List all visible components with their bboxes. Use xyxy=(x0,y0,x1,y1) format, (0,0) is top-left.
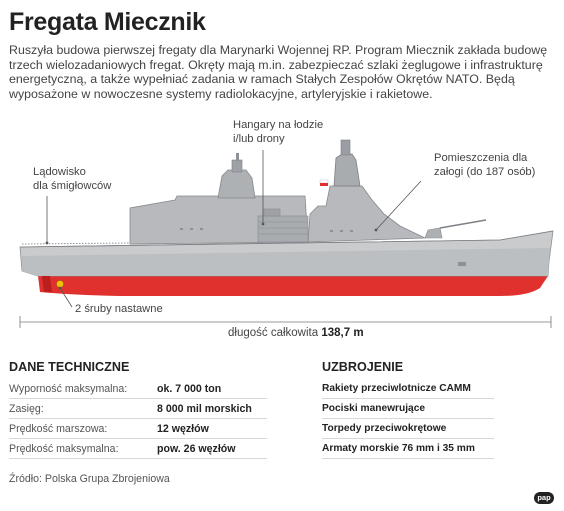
tech-label: Prędkość maksymalna: xyxy=(9,439,157,459)
list-item: Rakiety przeciwlotnicze CAMM xyxy=(322,379,494,399)
table-row xyxy=(9,379,267,399)
armament-list xyxy=(322,379,494,459)
length-value: 138,7 m xyxy=(321,327,364,339)
tech-label: Wyporność maksymalna: xyxy=(9,379,157,399)
tech-heading: DANE TECHNICZNE xyxy=(9,360,130,374)
tech-value: ok. 7 000 ton xyxy=(157,379,267,399)
hangar-label-2: i/lub drony xyxy=(233,132,285,145)
length-text: długość całkowita xyxy=(228,327,319,339)
tech-value: 8 000 mil morskich xyxy=(157,399,267,419)
list-item: Pociski manewrujące xyxy=(322,399,494,419)
page-title: Fregata Miecznik xyxy=(9,8,206,36)
table-row xyxy=(9,439,267,459)
tech-value: 12 węzłów xyxy=(157,419,267,439)
main-superstructure xyxy=(308,186,425,242)
tech-label: Prędkość marszowa: xyxy=(9,419,157,439)
intro-text: Ruszyła budowa pierwszej fregaty dla Marynarki Wojennej RP. Program Miecznik zakłada budowę trzech wielozadaniowych fregat. Okręty mają m.in. zabezpieczać szlaki żeglugowe i infrastrukturę energetyczną, a także wypełniać zadania w ramach Stałych Zespołów Okrętów NATO. Będą wyposażone w nowoczesne systemy radiolokacyjne, artyleryjskie i rakietowe. xyxy=(9,43,548,101)
tech-value: pow. 26 węzłów xyxy=(157,439,267,459)
main-mast xyxy=(334,154,360,186)
length-label xyxy=(228,327,364,339)
hull-underwater xyxy=(38,276,548,296)
crew-label-2: załogi (do 187 osób) xyxy=(434,165,536,178)
helipad-annotation xyxy=(33,166,111,193)
tech-table xyxy=(9,379,267,459)
crew-annotation xyxy=(434,152,535,179)
list-item: Torpedy przeciwokrętowe xyxy=(322,419,494,439)
hangar-annotation xyxy=(233,119,323,146)
helipad-label-2: dla śmigłowców xyxy=(33,179,112,192)
tech-label: Zasięg: xyxy=(9,399,157,419)
helipad-label-1: Lądowisko xyxy=(33,166,86,178)
table-row xyxy=(9,419,267,439)
armament-heading: UZBROJENIE xyxy=(322,360,404,374)
hangar-label-1: Hangary na łodzie xyxy=(233,119,324,131)
table-row xyxy=(9,399,267,419)
screws-annotation: 2 śruby nastawne xyxy=(75,303,163,315)
crew-label-1: Pomieszczenia dla xyxy=(434,152,528,164)
source-note: Źródło: Polska Grupa Zbrojeniowa xyxy=(9,473,170,485)
list-item: Armaty morskie 76 mm i 35 mm xyxy=(322,439,494,459)
pap-logo: pap xyxy=(534,492,554,504)
